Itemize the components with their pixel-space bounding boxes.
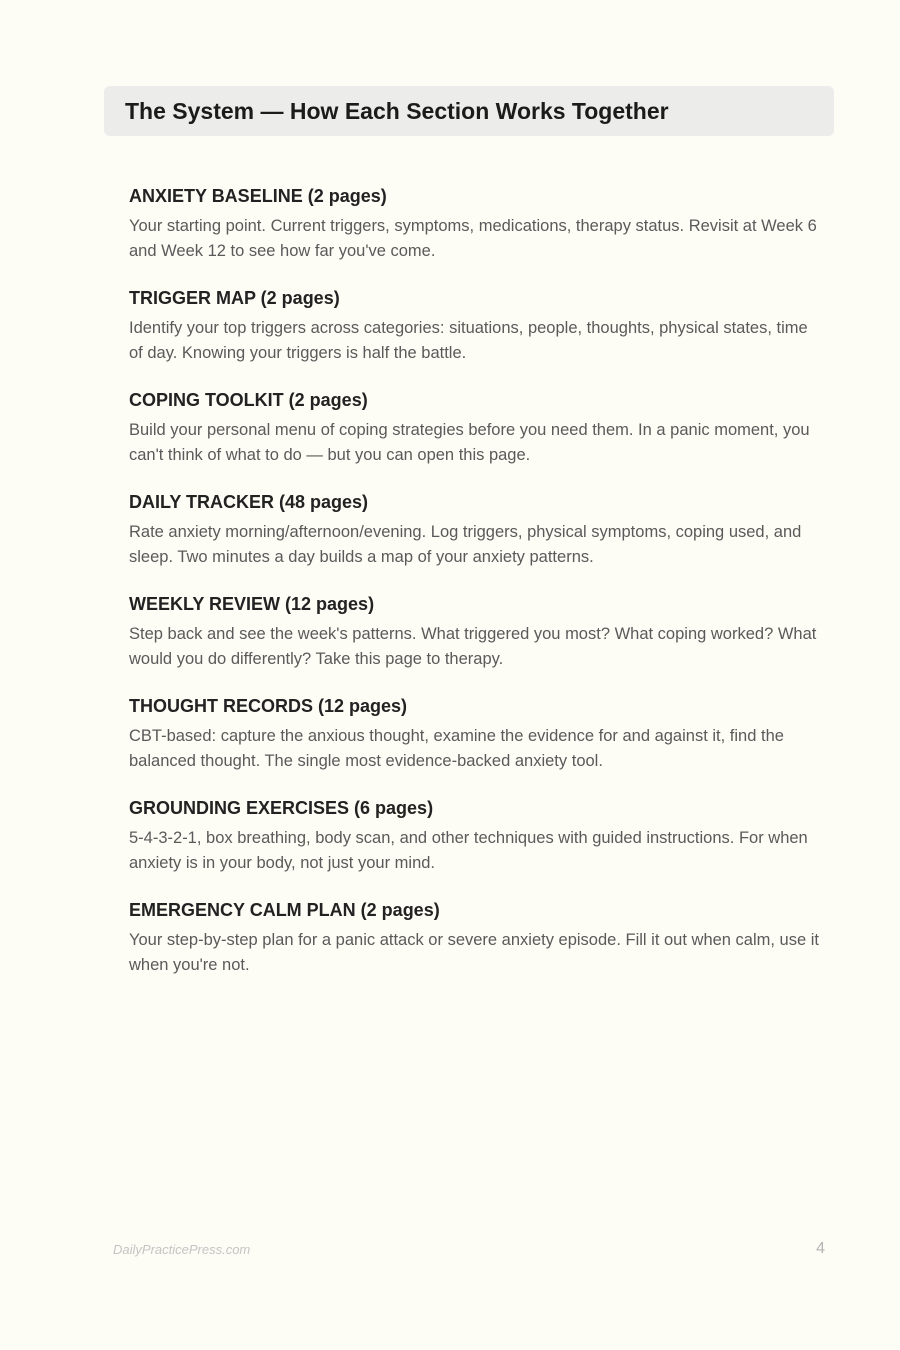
section-description: Identify your top triggers across categories: situations, people, thoughts, physical states, time of day. Knowing your triggers is half the battle. xyxy=(129,319,808,362)
section-heading: THOUGHT RECORDS (12 pages) xyxy=(129,696,408,716)
section-coping-toolkit xyxy=(129,386,819,488)
section-description: 5-4-3-2-1, box breathing, body scan, and other techniques with guided instructions. For when anxiety is in your body, not just your mind. xyxy=(129,829,808,872)
section-weekly-review xyxy=(129,590,819,692)
section-heading: TRIGGER MAP (2 pages) xyxy=(129,288,340,308)
section-description: Step back and see the week's patterns. What triggered you most? What coping worked? What would you do differently? Take this page to therapy. xyxy=(129,625,817,668)
section-description: Build your personal menu of coping strategies before you need them. In a panic moment, you can't think of what to do — but you can open this page. xyxy=(129,421,810,464)
section-description: Your starting point. Current triggers, symptoms, medications, therapy status. Revisit at Week 6 and Week 12 to see how far you've come. xyxy=(129,217,817,260)
section-anxiety-baseline xyxy=(129,182,819,284)
section-heading: COPING TOOLKIT (2 pages) xyxy=(129,390,368,410)
section-heading: EMERGENCY CALM PLAN (2 pages) xyxy=(129,900,440,920)
section-heading: GROUNDING EXERCISES (6 pages) xyxy=(129,798,434,818)
section-daily-tracker xyxy=(129,488,819,590)
section-emergency-calm-plan xyxy=(129,896,819,998)
section-trigger-map xyxy=(129,284,819,386)
section-heading: DAILY TRACKER (48 pages) xyxy=(129,492,369,512)
section-heading: ANXIETY BASELINE (2 pages) xyxy=(129,186,387,206)
page-title: The System — How Each Section Works Together xyxy=(125,97,669,124)
section-description: CBT-based: capture the anxious thought, examine the evidence for and against it, find the balanced thought. The single most evidence-backed anxiety tool. xyxy=(129,727,784,770)
footer-site-name: DailyPracticePress.com xyxy=(113,1242,251,1257)
section-thought-records xyxy=(129,692,819,794)
sections-list xyxy=(129,182,819,998)
section-grounding-exercises xyxy=(129,794,819,896)
section-heading: WEEKLY REVIEW (12 pages) xyxy=(129,594,375,614)
section-description: Rate anxiety morning/afternoon/evening. Log triggers, physical symptoms, coping used, and sleep. Two minutes a day builds a map of your anxiety patterns. xyxy=(129,523,802,566)
page-title-bar xyxy=(104,86,834,136)
section-description: Your step-by-step plan for a panic attack or severe anxiety episode. Fill it out when calm, use it when you're not. xyxy=(129,931,819,974)
page-number: 4 xyxy=(816,1240,825,1257)
